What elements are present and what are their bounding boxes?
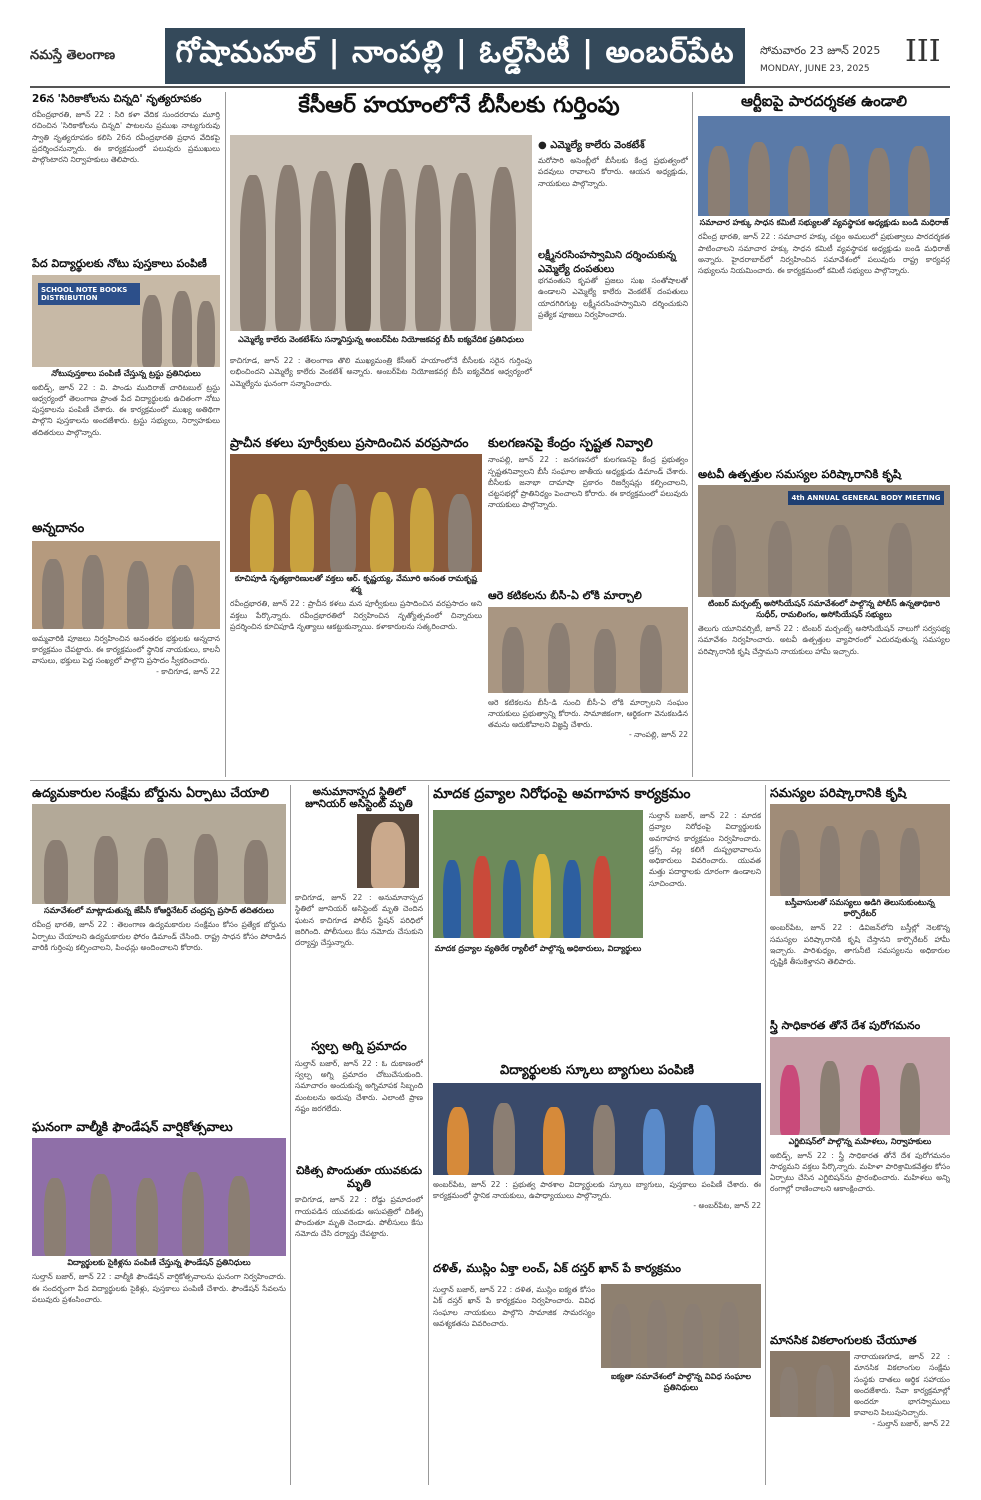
story-headline: స్వల్ప అగ్ని ప్రమాదం xyxy=(311,1040,407,1053)
story-body: రవీంద్రభారతి, జూన్ 22 : ప్రాచీన కళలు మన పూర్వీకులు ప్రసాదించిన వరప్రసాదం అని వక్తలు పేర్కొన్నారు. రవీంద్రభారతిలో నిర్వహించిన నృత్యోత్సవంలో చిన్నారులు ప్రదర్శించిన కూచిపూడి నృత్యాలు ఆకట్టుకున్నాయి. కళాకారులను సత్కరించారు. xyxy=(230,599,482,631)
photo-caption: ఐక్యతా సమావేశంలో పాల్గొన్న వివిధ సంఘాల ప్రతినిధులు xyxy=(610,1372,752,1392)
dateline: - నాంపల్లి, జూన్ 22 xyxy=(629,730,688,740)
story-photo xyxy=(32,1138,286,1256)
story-photo xyxy=(601,1284,761,1368)
photo-caption: ఎగ్జిబిషన్‌లో పాల్గొన్న మహిళలు, నిర్వాహకులు xyxy=(788,1136,932,1146)
story-body: సుల్తాన్ బజార్, జూన్ 22 : దళిత, ముస్లిం ఐక్యత కోసం ఏక్ దస్తర్ ఖాన్ పే కార్యక్రమం నిర్వహించారు. వివిధ సంఘాల నాయకులు పాల్గొని సామాజిక సామరస్యం ఆవశ్యకతను వివరించారు. xyxy=(433,1285,595,1328)
story-body: రవీంద్ర భారతి, జూన్ 22 : తెలంగాణ ఉద్యమకారుల సంక్షేమం కోసం ప్రత్యేక బోర్డును ఏర్పాటు చేయాలని ఉద్యమకారుల ఫోరం డిమాండ్ చేసింది. రాష్ట్ర సాధన కోసం పోరాడిన వారికి గుర్తింపు కల్పించాలని, పింఛన్లు అందించాలని కోరారు. xyxy=(32,920,286,952)
story-anti-drug xyxy=(433,786,761,1058)
story-headline: కులగణనపై కేంద్రం స్పష్టత నివ్వాలి xyxy=(488,436,653,450)
page-number: III xyxy=(905,34,941,69)
story-body: సుల్తాన్ బజార్, జూన్ 22 : వాల్మీకి ఫౌండేషన్ వార్షికోత్సవాలను ఘనంగా నిర్వహించారు. ఈ సందర్భంగా పేద విద్యార్థులకు సైకిళ్లు, పుస్తకాలు పంపిణీ చేశారు. ఫౌండేషన్ సేవలను పలువురు ప్రశంసించారు. xyxy=(32,1272,286,1304)
story-activists-board xyxy=(32,786,286,1116)
story-photo xyxy=(357,814,419,888)
photo-caption: ఎమ్మెల్యే కాలేరు వెంకటేశ్‌ను సన్మానిస్తున్న అంబర్‌పేట నియోజకవర్గ బీసీ ఐక్యవేదిక ప్రతినిధులు xyxy=(238,335,524,344)
story-photo xyxy=(698,116,950,216)
story-headline: సమస్యల పరిష్కారానికి కృషి xyxy=(770,786,907,800)
story-subhead: లక్ష్మీనరసింహస్వామిని దర్శించుకున్న ఎమ్మెల్యే దంపతులు xyxy=(538,250,677,275)
story-photo xyxy=(32,804,286,904)
photo-caption: నోటుపుస్తకాలు పంపిణీ చేస్తున్న ట్రస్టు ప్రతినిధులు xyxy=(51,368,201,378)
story-headline: చికిత్స పొందుతూ యువకుడు మృతి xyxy=(295,1165,423,1190)
photo-caption: సమావేశంలో మాట్లాడుతున్న జేపీసీ కోఆర్డినేటర్ చంద్రప్ప ప్రసాద్ తదితరులు xyxy=(44,906,274,916)
story-notebooks xyxy=(32,258,220,520)
story-headline: ఉద్యమకారుల సంక్షేమ బోర్డును ఏర్పాటు చేయాలి xyxy=(32,786,270,800)
story-dalit-muslim-unity xyxy=(433,1262,761,1485)
story-headline: ప్రాచీన కళలు పూర్వీకులు ప్రసాదించిన వరప్రసాదం xyxy=(230,436,469,450)
story-ancient-arts xyxy=(230,436,482,777)
story-headline: దళిత్, ముస్లిం ఏక్తా లంచ్, ఏక్ దస్తర్ ఖాన్ పే కార్యక్రమం xyxy=(433,1262,681,1275)
story-disabled-support xyxy=(770,1334,950,1485)
column-divider xyxy=(765,785,766,1485)
story-photo xyxy=(433,810,643,938)
story-body: అబిడ్స్, జూన్ 22 : స్త్రీ సాధికారత తోనే దేశ పురోగమనం సాధ్యమని వక్తలు పేర్కొన్నారు. మహిళా పారిశ్రామికవేత్తల కోసం ఏర్పాటు చేసిన ఎగ్జిబిషన్‌ను ప్రారంభించారు. మహిళలు అన్ని రంగాల్లో రాణించాలని ఆకాంక్షించారు. xyxy=(770,1150,950,1194)
story-body: తెలుగు యూనివర్సిటీ, జూన్ 22 : టింబర్ మర్చంట్స్ అసోసియేషన్ నాలుగో సర్వసభ్య సమావేశం నిర్వహించారు. అటవీ ఉత్పత్తుల వ్యాపారంలో ఎదురవుతున్న సమస్యల పరిష్కారానికి కృషి చేస్తామని నాయకులు హామీ ఇచ్చారు. xyxy=(698,624,950,656)
story-headline: పేద విద్యార్థులకు నోటు పుస్తకాలు పంపిణీ xyxy=(32,258,207,270)
story-fire-accident xyxy=(295,1040,423,1160)
story-body: నారాయణగూడ, జూన్ 22 : మానసిక వికలాంగుల సంక్షేమ సంస్థకు దాతలు ఆర్థిక సహాయం అందజేశారు. సేవా కార్యక్రమాల్లో అందరూ భాగస్వాములు కావాలని పిలుపునిచ్చారు. xyxy=(854,1352,950,1418)
story-rti xyxy=(698,93,950,465)
column-divider xyxy=(290,785,291,1485)
masthead-divider xyxy=(30,86,950,88)
story-headline: మాదక ద్రవ్యాల నిరోధంపై అవగాహన కార్యక్రమం xyxy=(433,786,691,802)
photo-caption: మాదక ద్రవ్యాల వ్యతిరేక ర్యాలీలో పాల్గొన్న అధికారులు, విద్యార్థులు xyxy=(434,944,642,953)
brand-name: నమస్తే తెలంగాణ xyxy=(30,48,116,63)
story-photo xyxy=(698,485,950,597)
story-headline: విద్యార్థులకు స్కూలు బ్యాగులు పంపిణీ xyxy=(499,1064,695,1078)
story-body: కాచిగూడ, జూన్ 22 : అనుమానాస్పద స్థితిలో జూనియర్ అసిస్టెంట్ మృతి చెందిన ఘటన కాచిగూడ పోలీస్ స్టేషన్ పరిధిలో జరిగింది. పోలీసులు కేసు నమోదు చేసుకుని దర్యాప్తు చేస్తున్నారు. xyxy=(295,893,423,948)
dateline: - అంబర్‌పేట, జూన్ 22 xyxy=(693,1201,761,1211)
dateline: - సుల్తాన్ బజార్, జూన్ 22 xyxy=(872,1418,950,1428)
story-youth-death xyxy=(295,1165,423,1485)
story-photo xyxy=(230,454,482,572)
page-title-bar xyxy=(165,28,745,84)
column-divider xyxy=(692,92,693,777)
photo-caption: విద్యార్థులకు సైకిళ్లను పంపిణీ చేస్తున్న ఫౌండేషన్ ప్రతినిధులు xyxy=(67,1258,251,1268)
story-school-bags xyxy=(433,1064,761,1256)
story-body: సుల్తాన్ బజార్, జూన్ 22 : ఓ దుకాణంలో స్వల్ప అగ్ని ప్రమాదం చోటుచేసుకుంది. సమాచారం అందుకున్న అగ్నిమాపక సిబ్బంది మంటలను అదుపు చేశారు. ఎలాంటి ప్రాణ నష్టం జరగలేదు. xyxy=(295,1058,423,1113)
story-body: అంబర్‌పేట, జూన్ 22 : ప్రభుత్వ పాఠశాల విద్యార్థులకు స్కూలు బ్యాగులు, పుస్తకాలు పంపిణీ చేశారు. ఈ కార్యక్రమంలో స్థానిక నాయకులు, ఉపాధ్యాయులు పాల్గొన్నారు. xyxy=(433,1179,761,1201)
photo-caption: సమాచార హక్కు సాధన కమిటీ సభ్యులతో వ్యవస్థాపక అధ్యక్షుడు బండి మధిరాజ్ xyxy=(699,218,949,228)
story-valmiki-foundation xyxy=(32,1120,286,1485)
story-headline: 26న 'సిరికాకోలను చిన్నది' నృత్యరూపకం xyxy=(32,93,202,105)
masthead xyxy=(0,0,981,88)
story-headline: మానసిక వికలాంగులకు చేయూత xyxy=(770,1334,917,1347)
dateline: - కాచిగూడ, జూన్ 22 xyxy=(156,666,220,676)
story-junior-assistant-death xyxy=(295,786,423,1036)
story-body: అమ్మవారికి పూజలు నిర్వహించిన అనంతరం భక్తులకు అన్నదాన కార్యక్రమం చేపట్టారు. ఈ కార్యక్రమంలో స్థానిక నాయకులు, కాలనీ వాసులు, భక్తులు పెద్ద సంఖ్యలో పాల్గొని ప్రసాదం స్వీకరించారు. xyxy=(32,633,220,666)
story-photo xyxy=(32,541,220,629)
story-headline: ఆర్టీఐపై పారదర్శకత ఉండాలి xyxy=(740,93,908,110)
story-headline: అన్నదానం xyxy=(32,522,85,536)
banner-text: SCHOOL NOTE BOOKS DISTRIBUTION xyxy=(38,283,140,305)
story-photo xyxy=(488,607,688,693)
date-english: MONDAY, JUNE 23, 2025 xyxy=(760,64,870,74)
date-telugu: సోమవారం 23 జూన్ 2025 xyxy=(760,44,881,57)
story-body: అబిడ్స్, జూన్ 22 : వి. పాండు ముదిరాజ్ చారిటబుల్ ట్రస్టు ఆధ్వర్యంలో తెలంగాణ ప్రాంత పేద విద్యార్థులకు ఉచితంగా నోటు పుస్తకాలను పంపిణీ చేశారు. ఈ కార్యక్రమంలో ముఖ్య అతిథిగా పాల్గొని పుస్తకాలను అందజేశారు. ట్రస్టు సభ్యులు, నిర్వాహకులు తదితరులు పాల్గొన్నారు. xyxy=(32,382,220,437)
story-problems-solution xyxy=(770,786,950,1016)
story-women-empowerment xyxy=(770,1020,950,1330)
story-photo xyxy=(770,1351,850,1417)
row-divider xyxy=(30,780,950,781)
story-headline: ఘనంగా వాల్మీకి ఫౌండేషన్ వార్షికోత్సవాలు xyxy=(32,1120,233,1134)
page-title: గోషామహల్ | నాంపల్లి | ఓల్డ్‌సిటీ | అంబర్‌పేట xyxy=(175,35,735,70)
story-headline: కేసీఆర్ హయాంలోనే బీసీలకు గుర్తింపు xyxy=(298,93,620,118)
story-body: కాచిగూడ, జూన్ 22 : రోడ్డు ప్రమాదంలో గాయపడిన యువకుడు ఆసుపత్రిలో చికిత్స పొందుతూ మృతి చెందాడు. పోలీసులు కేసు నమోదు చేసి దర్యాప్తు చేపట్టారు. xyxy=(295,1195,423,1239)
photo-caption: బస్తీవాసులతో సమస్యలు అడిగి తెలుసుకుంటున్న కార్పొరేటర్ xyxy=(785,898,935,919)
story-photo xyxy=(230,135,532,331)
story-body: కాచిగూడ, జూన్ 22 : తెలంగాణ తొలి ముఖ్యమంత్రి కేసీఆర్ హయాంలోనే బీసీలకు సరైన గుర్తింపు లభించిందని ఎమ్మెల్యే కాలేరు వెంకటేశ్ అన్నారు. అంబర్‌పేట నియోజకవర్గ బీసీ ఐక్యవేదిక ఆధ్వర్యంలో ఎమ్మెల్యేను ఘనంగా సన్మానించారు. xyxy=(230,356,532,388)
story-photo xyxy=(770,1037,950,1135)
story-photo xyxy=(433,1083,761,1175)
story-siri-dance xyxy=(32,93,220,268)
story-body: ఆరె కటికలను బీసీ-డి నుంచి బీసీ-ఏ లోకి మార్చాలని సంఘం నాయకులు ప్రభుత్వాన్ని కోరారు. సామాజికంగా, ఆర్థికంగా వెనుకబడిన తమను ఆదుకోవాలని విజ్ఞప్తి చేశారు. xyxy=(488,697,688,730)
story-headline: ఆరె కటికలను బీసీ-ఏ లోకి మార్చాలి xyxy=(488,590,642,602)
story-headline: అటవీ ఉత్పత్తుల సమస్యల పరిష్కారానికి కృషి xyxy=(698,468,902,481)
story-body: అంబర్‌పేట, జూన్ 22 : డివిజన్‌లోని బస్తీల్లో నెలకొన్న సమస్యల పరిష్కారానికి కృషి చేస్తానని కార్పొరేటర్ హామీ ఇచ్చారు. పారిశుధ్యం, తాగునీటి సమస్యలను అధికారుల దృష్టికి తీసుకెళ్తానని తెలిపారు. xyxy=(770,923,950,967)
column-divider xyxy=(225,92,226,777)
story-subhead: ● ఎమ్మెల్యే కాలేరు వెంకటేశ్ xyxy=(538,140,645,151)
story-body: నాంపల్లి, జూన్ 22 : జనగణనలో కులగణనపై కేంద్ర ప్రభుత్వం స్పష్టతనివ్వాలని బీసీ సంఘాల జాతీయ అధ్యక్షుడు డిమాండ్ చేశారు. బీసీలకు జనాభా దామాషా ప్రకారం రిజర్వేషన్లు కల్పించాలని, చట్టసభల్లో ప్రాతినిధ్యం పెంచాలని కోరారు. ఈ కార్యక్రమంలో పలువురు నాయకులు పాల్గొన్నారు. xyxy=(488,455,688,510)
story-annadanam xyxy=(32,522,220,777)
story-are-katika xyxy=(488,590,688,777)
column-divider xyxy=(428,785,429,1485)
story-forest-products xyxy=(698,468,950,777)
story-headline: స్త్రీ సాధికారత తోనే దేశ పురోగమనం xyxy=(770,1020,921,1032)
story-headline: అనుమానాస్పద స్థితిలో జూనియర్ అసిస్టెంట్ మృతి xyxy=(305,786,413,811)
story-body: మరోసారి అసెంబ్లీలో బీసీలకు కేంద్ర ప్రభుత్వంలో పదవులు రావాలని కోరారు. ఆయన అధ్యక్షుడు, నాయకులు పాల్గొన్నారు. xyxy=(538,156,688,188)
story-photo xyxy=(32,275,220,367)
banner-text: 4th ANNUAL GENERAL BODY MEETING xyxy=(788,491,944,505)
story-kcr-bc xyxy=(230,93,688,433)
story-body: రవీంద్ర భారతి, జూన్ 22 : సమాచార హక్కు చట్టం అమలులో ప్రభుత్వాలు పారదర్శకత పాటించాలని సమాచార హక్కు సాధన కమిటీ వ్యవస్థాపక అధ్యక్షుడు బండి మధిరాజ్ అన్నారు. హైదరాబాద్‌లో నిర్వహించిన సమావేశంలో పలువురు రాష్ట్ర కార్యవర్గ సభ్యులను నియమించారు. ఈ కార్యక్రమంలో కమిటీ సభ్యులు పాల్గొన్నారు. xyxy=(698,232,950,275)
story-photo xyxy=(770,804,950,896)
photo-caption: కూచిపూడి నృత్యకారిణులతో వక్తలు ఆర్. కృష్ణయ్య, వేమూరి అనంత రామకృష్ణ శర్మ xyxy=(234,574,478,595)
story-body: సుల్తాన్ బజార్, జూన్ 22 : మాదక ద్రవ్యాల నిరోధంపై విద్యార్థులకు అవగాహన కార్యక్రమం నిర్వహించారు. డ్రగ్స్ వల్ల కలిగే దుష్ప్రభావాలను అధికారులు వివరించారు. యువత మత్తు పదార్థాలకు దూరంగా ఉండాలని సూచించారు. xyxy=(649,811,761,888)
story-caste-census xyxy=(488,436,688,586)
story-body: భగవంతుని కృపతో ప్రజలు సుఖ సంతోషాలతో ఉండాలని ఎమ్మెల్యే కాలేరు వెంకటేశ్ దంపతులు యాదగిరిగుట్ట లక్ష్మీనరసింహస్వామిని దర్శించుకుని ప్రత్యేక పూజలు నిర్వహించారు. xyxy=(538,276,688,319)
photo-caption: టింబర్ మర్చంట్స్ అసోసియేషన్ సమావేశంలో పాల్గొన్న పోలీస్ ఉన్నతాధికారి సుధీర్, రామలింగం, అసోసియేషన్ సభ్యులు xyxy=(708,599,940,620)
story-body: రవీంద్రభారతి, జూన్ 22 : సిరి కళా వేదిక సుందరరామ మూర్తి రచించిన 'సిరికాకోలను చిన్నది' పాటలను ప్రముఖ నాట్యగురువు స్వాతి నృత్యరూపకం కలిసి 26న రవీంద్రభారతి ప్రధాన వేదికపై ప్రదర్శించనున్నారు. ఈ కార్యక్రమంలో పలువురు ప్రముఖులు పాల్గొంటారని నిర్వాహకులు తెలిపారు. xyxy=(32,110,220,165)
